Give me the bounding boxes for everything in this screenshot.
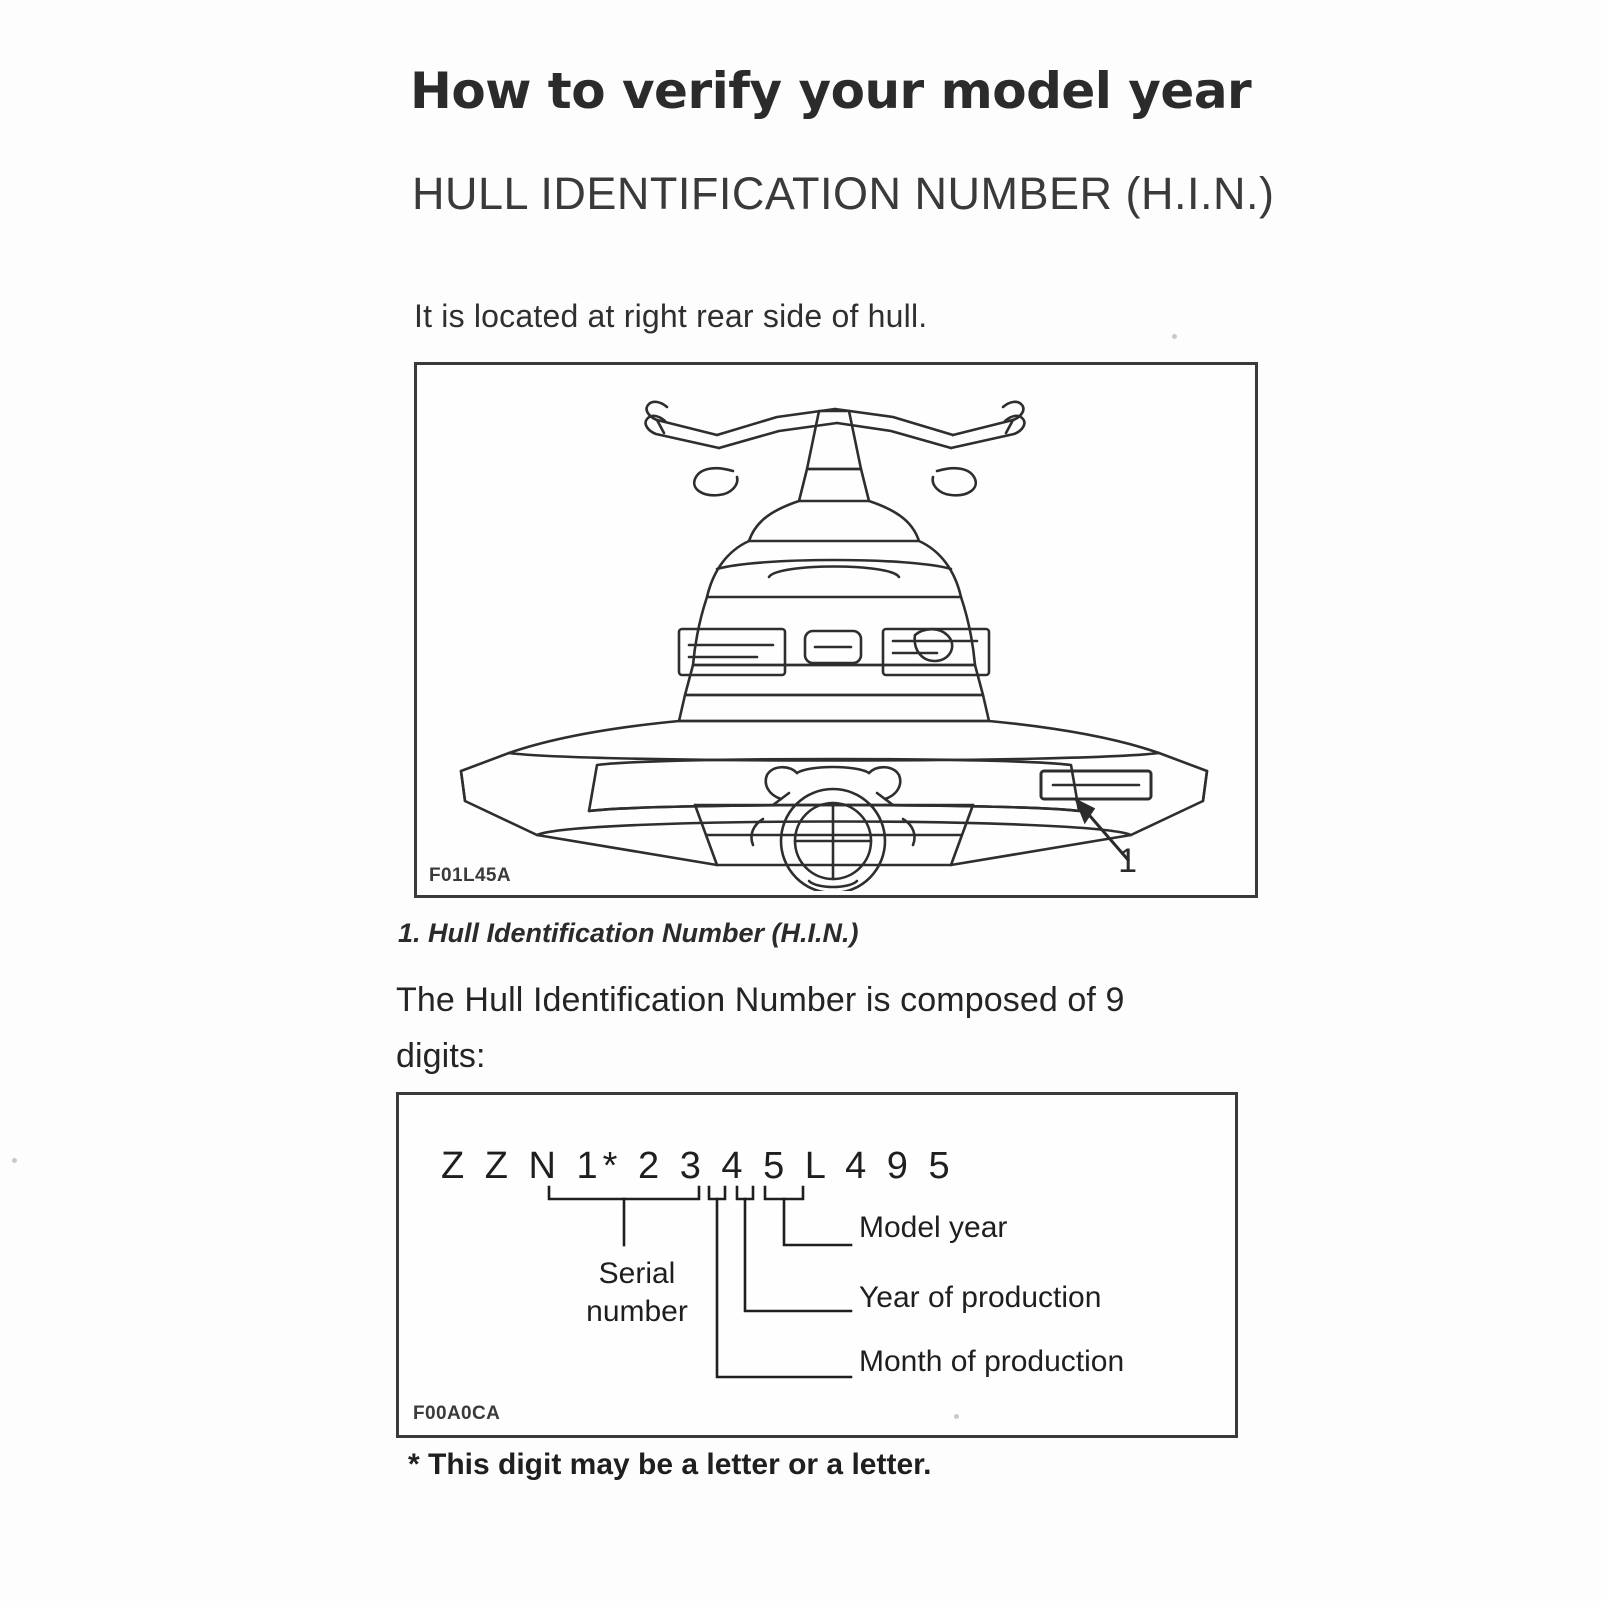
scan-speck <box>954 1414 959 1419</box>
callout-number-1: 1 <box>1118 842 1137 880</box>
hin-example-string: Z Z N 1* 2 3 4 5 L 4 9 5 <box>441 1145 955 1187</box>
figure-code: F01L45A <box>429 865 512 886</box>
figure-code-2: F00A0CA <box>413 1403 501 1424</box>
location-note: It is located at right rear side of hull. <box>414 298 928 334</box>
page-title: How to verify your model year <box>410 62 1252 120</box>
body-paragraph: The Hull Identification Number is composed of 9 digits: <box>396 981 1125 1075</box>
figure-hin-breakdown <box>396 1092 1238 1438</box>
label-serial-number: Serial number <box>586 1257 688 1328</box>
section-heading: HULL IDENTIFICATION NUMBER (H.I.N.) <box>412 168 1275 219</box>
label-month-of-production: Month of production <box>859 1345 1125 1378</box>
label-model-year: Model year <box>859 1211 1008 1244</box>
scan-speck <box>12 1158 17 1163</box>
label-year-of-production: Year of production <box>859 1281 1102 1314</box>
watercraft-drawing <box>417 365 1249 891</box>
footnote: * This digit may be a letter or a letter. <box>408 1448 932 1481</box>
figure-watercraft <box>414 362 1258 898</box>
scan-speck <box>1172 334 1177 339</box>
figure-legend: 1. Hull Identification Number (H.I.N.) <box>398 918 859 948</box>
hin-bracket-lines <box>399 1095 1229 1431</box>
